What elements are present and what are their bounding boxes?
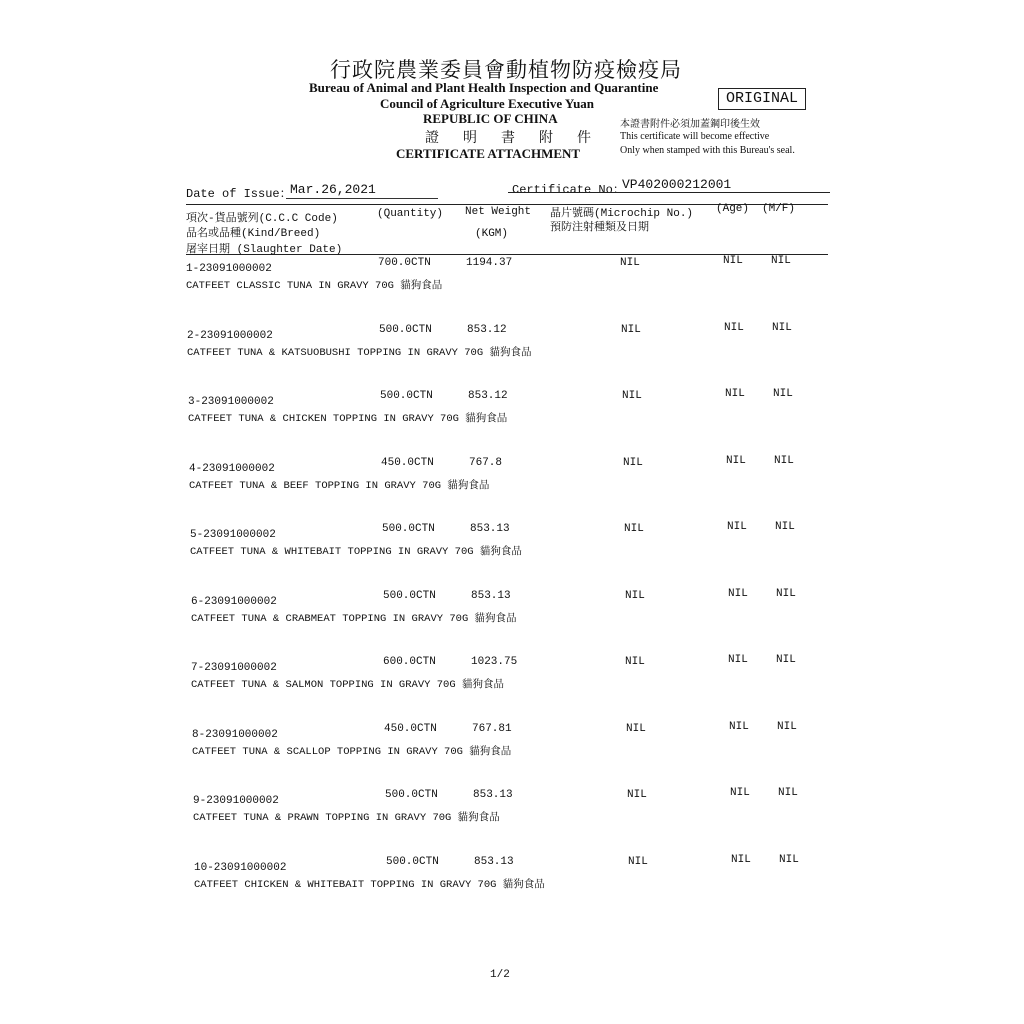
column-header-vaccination: 預防注射種類及日期 (550, 222, 649, 234)
column-header-quantity: (Quantity) (377, 208, 444, 220)
item-sex: NIL (777, 721, 797, 733)
item-quantity: 700.0CTN (378, 257, 431, 269)
item-sex: NIL (778, 787, 798, 799)
item-net-weight: 767.8 (469, 457, 503, 469)
item-microchip: NIL (627, 789, 647, 801)
page-number: 1/2 (490, 969, 510, 981)
item-age: NIL (727, 521, 747, 533)
item-sex: NIL (779, 854, 799, 866)
item-net-weight: 1194.37 (466, 257, 513, 269)
item-microchip: NIL (621, 324, 641, 336)
item-description: CATFEET TUNA & SALMON TOPPING IN GRAVY 70G 貓狗食品 (191, 679, 504, 691)
item-quantity: 500.0CTN (380, 390, 433, 402)
certificate-number-label: Certificate No： (512, 183, 625, 197)
country-name: REPUBLIC OF CHINA (423, 111, 558, 126)
item-net-weight: 853.13 (473, 789, 513, 801)
issue-date-underline (286, 198, 438, 199)
item-description: CATFEET TUNA & KATSUOBUSHI TOPPING IN GRAVY 70G 貓狗食品 (187, 347, 532, 359)
item-code: 8-23091000002 (192, 729, 278, 741)
item-quantity: 500.0CTN (383, 590, 436, 602)
item-age: NIL (725, 388, 745, 400)
item-description: CATFEET TUNA & CHICKEN TOPPING IN GRAVY 70G 貓狗食品 (188, 413, 508, 425)
item-description: CATFEET TUNA & BEEF TOPPING IN GRAVY 70G 貓狗食品 (189, 480, 490, 492)
item-age: NIL (726, 455, 746, 467)
item-microchip: NIL (625, 656, 645, 668)
bureau-title-chinese: 行政院農業委員會動植物防疫檢疫局 (330, 58, 682, 82)
item-code: 2-23091000002 (187, 330, 273, 342)
item-code: 4-23091000002 (189, 463, 275, 475)
item-net-weight: 853.12 (468, 390, 508, 402)
item-quantity: 500.0CTN (382, 523, 435, 535)
item-sex: NIL (775, 521, 795, 533)
item-description: CATFEET TUNA & SCALLOP TOPPING IN GRAVY 70G 貓狗食品 (192, 746, 512, 758)
item-description: CATFEET CLASSIC TUNA IN GRAVY 70G 貓狗食品 (186, 280, 443, 292)
column-header-kind: 品名或品種(Kind/Breed) (186, 228, 321, 240)
item-microchip: NIL (622, 390, 642, 402)
original-stamp: ORIGINAL (718, 88, 806, 110)
item-age: NIL (723, 255, 743, 267)
divider-line (508, 192, 830, 193)
item-net-weight: 767.81 (472, 723, 512, 735)
item-microchip: NIL (625, 590, 645, 602)
seal-notice-chinese: 本證書附件必須加蓋鋼印後生效 (620, 119, 760, 130)
item-age: NIL (731, 854, 751, 866)
document-title-chinese: 證明書附件 (425, 131, 615, 146)
item-quantity: 500.0CTN (386, 856, 439, 868)
item-age: NIL (724, 322, 744, 334)
item-code: 7-23091000002 (191, 662, 277, 674)
issue-date-label: Date of Issue： (186, 187, 292, 201)
item-microchip: NIL (628, 856, 648, 868)
item-quantity: 500.0CTN (385, 789, 438, 801)
item-microchip: NIL (626, 723, 646, 735)
item-age: NIL (729, 721, 749, 733)
item-microchip: NIL (620, 257, 640, 269)
item-microchip: NIL (624, 523, 644, 535)
item-quantity: 450.0CTN (381, 457, 434, 469)
item-description: CATFEET TUNA & WHITEBAIT TOPPING IN GRAVY 70G 貓狗食品 (190, 546, 522, 558)
item-net-weight: 853.13 (470, 523, 510, 535)
item-sex: NIL (776, 654, 796, 666)
item-code: 1-23091000002 (186, 263, 272, 275)
item-net-weight: 1023.75 (471, 656, 518, 668)
item-microchip: NIL (623, 457, 643, 469)
council-title-english: Council of Agriculture Executive Yuan (380, 96, 595, 111)
item-code: 3-23091000002 (188, 396, 274, 408)
item-quantity: 600.0CTN (383, 656, 436, 668)
column-header-net-weight-unit: (KGM) (475, 228, 509, 240)
column-header-sex: (M/F) (762, 203, 796, 215)
item-quantity: 450.0CTN (384, 723, 437, 735)
item-sex: NIL (773, 388, 793, 400)
item-net-weight: 853.12 (467, 324, 507, 336)
item-net-weight: 853.13 (471, 590, 511, 602)
item-age: NIL (730, 787, 750, 799)
item-age: NIL (728, 588, 748, 600)
item-code: 6-23091000002 (191, 596, 277, 608)
item-sex: NIL (772, 322, 792, 334)
item-code: 10-23091000002 (194, 862, 287, 874)
item-sex: NIL (774, 455, 794, 467)
item-description: CATFEET TUNA & PRAWN TOPPING IN GRAVY 70G 貓狗食品 (193, 812, 500, 824)
issue-date-value: Mar.26,2021 (290, 182, 376, 197)
seal-notice-english-line2: Only when stamped with this Bureau's seal. (620, 145, 795, 156)
document-title-english: CERTIFICATE ATTACHMENT (396, 146, 581, 161)
item-code: 9-23091000002 (193, 795, 279, 807)
item-quantity: 500.0CTN (379, 324, 432, 336)
item-sex: NIL (776, 588, 796, 600)
item-age: NIL (728, 654, 748, 666)
seal-notice-english-line1: This certificate will become effective (620, 131, 770, 142)
column-header-code: 項次-貨品號列(C.C.C Code) (186, 213, 338, 225)
column-header-age: (Age) (716, 203, 750, 215)
item-code: 5-23091000002 (190, 529, 276, 541)
item-sex: NIL (771, 255, 791, 267)
bureau-title-english: Bureau of Animal and Plant Health Inspection and Quarantine (309, 80, 659, 95)
item-description: CATFEET CHICKEN & WHITEBAIT TOPPING IN GRAVY 70G 貓狗食品 (194, 879, 545, 891)
column-header-slaughter-date: 屠宰日期 (Slaughter Date) (186, 244, 343, 256)
item-net-weight: 853.13 (474, 856, 514, 868)
column-header-microchip: 晶片號碼(Microchip No.) (550, 208, 694, 220)
item-description: CATFEET TUNA & CRABMEAT TOPPING IN GRAVY 70G 貓狗食品 (191, 613, 517, 625)
column-header-net-weight: Net Weight (465, 206, 532, 218)
certificate-number-value: VP402000212001 (622, 177, 732, 192)
